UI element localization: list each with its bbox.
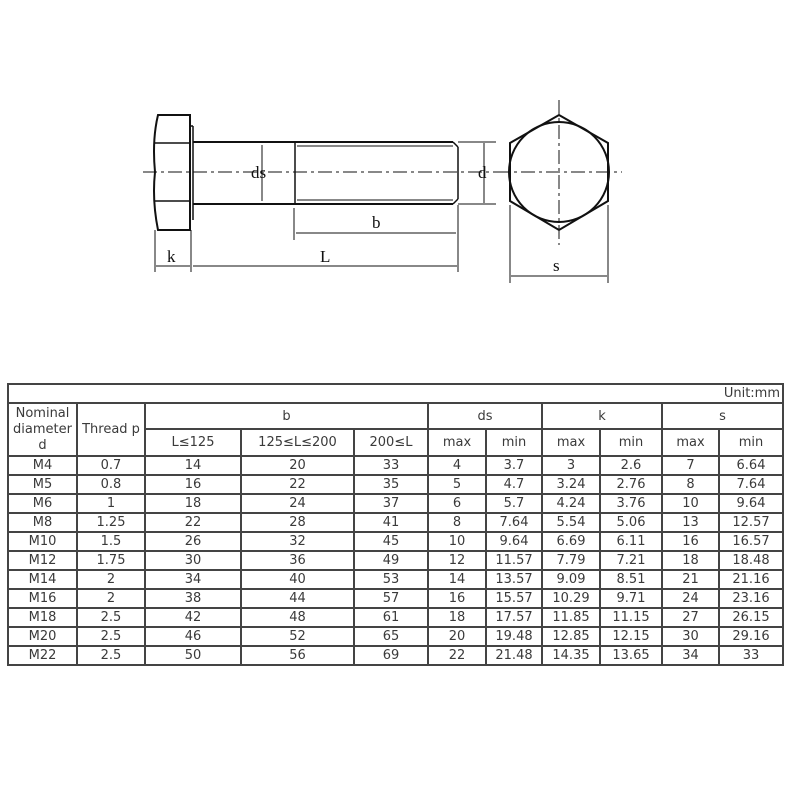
- cell-nominal: M18: [8, 608, 77, 627]
- cell-b-ge200: 41: [354, 513, 428, 532]
- cell-s-max: 16: [662, 532, 719, 551]
- cell-s-min: 12.57: [719, 513, 783, 532]
- table-row: [8, 532, 783, 551]
- cell-thread: 1.5: [77, 532, 145, 551]
- cell-b-le125: 14: [145, 456, 241, 475]
- cell-k-max: 4.24: [542, 494, 600, 513]
- cell-b-125-200: 52: [241, 627, 354, 646]
- header-k-min: min: [600, 429, 662, 456]
- cell-s-max: 27: [662, 608, 719, 627]
- cell-ds-max: 8: [428, 513, 486, 532]
- cell-b-ge200: 65: [354, 627, 428, 646]
- cell-nominal: M8: [8, 513, 77, 532]
- label-L: L: [320, 247, 331, 266]
- cell-b-ge200: 45: [354, 532, 428, 551]
- cell-b-125-200: 44: [241, 589, 354, 608]
- table-row: [8, 627, 783, 646]
- cell-s-min: 33: [719, 646, 783, 665]
- cell-b-le125: 26: [145, 532, 241, 551]
- cell-k-min: 11.15: [600, 608, 662, 627]
- header-nominal-diameter: Nominal diameter d: [8, 403, 77, 456]
- unit-label: Unit:mm: [8, 384, 783, 403]
- cell-b-le125: 30: [145, 551, 241, 570]
- cell-s-min: 29.16: [719, 627, 783, 646]
- cell-thread: 2.5: [77, 608, 145, 627]
- cell-s-max: 18: [662, 551, 719, 570]
- table-row: [8, 456, 783, 475]
- cell-k-max: 6.69: [542, 532, 600, 551]
- cell-b-125-200: 56: [241, 646, 354, 665]
- label-ds: ds: [251, 163, 267, 182]
- cell-thread: 1.25: [77, 513, 145, 532]
- cell-ds-min: 15.57: [486, 589, 542, 608]
- cell-k-min: 3.76: [600, 494, 662, 513]
- header-ds: ds: [428, 403, 542, 429]
- header-b-125-200: 125≤L≤200: [241, 429, 354, 456]
- cell-ds-max: 20: [428, 627, 486, 646]
- cell-ds-min: 4.7: [486, 475, 542, 494]
- header-thread-pitch: Thread p: [77, 403, 145, 456]
- cell-thread: 0.8: [77, 475, 145, 494]
- cell-ds-max: 22: [428, 646, 486, 665]
- cell-thread: 2.5: [77, 627, 145, 646]
- table-body: [8, 456, 783, 665]
- cell-ds-max: 10: [428, 532, 486, 551]
- cell-ds-min: 19.48: [486, 627, 542, 646]
- header-k: k: [542, 403, 662, 429]
- cell-b-ge200: 61: [354, 608, 428, 627]
- cell-b-ge200: 49: [354, 551, 428, 570]
- header-b: b: [145, 403, 428, 429]
- cell-b-le125: 34: [145, 570, 241, 589]
- label-b: b: [372, 213, 381, 232]
- cell-k-max: 5.54: [542, 513, 600, 532]
- table-row: [8, 475, 783, 494]
- table-row: [8, 608, 783, 627]
- cell-s-min: 23.16: [719, 589, 783, 608]
- cell-k-max: 3: [542, 456, 600, 475]
- header-s: s: [662, 403, 783, 429]
- cell-ds-min: 7.64: [486, 513, 542, 532]
- cell-ds-min: 21.48: [486, 646, 542, 665]
- cell-ds-max: 4: [428, 456, 486, 475]
- cell-ds-max: 16: [428, 589, 486, 608]
- header-s-max: max: [662, 429, 719, 456]
- cell-ds-min: 9.64: [486, 532, 542, 551]
- cell-k-max: 14.35: [542, 646, 600, 665]
- table-row: [8, 513, 783, 532]
- cell-s-min: 16.57: [719, 532, 783, 551]
- cell-k-min: 2.6: [600, 456, 662, 475]
- cell-ds-min: 13.57: [486, 570, 542, 589]
- cell-s-max: 24: [662, 589, 719, 608]
- label-d: d: [478, 163, 487, 182]
- cell-b-125-200: 22: [241, 475, 354, 494]
- cell-k-min: 2.76: [600, 475, 662, 494]
- cell-b-125-200: 24: [241, 494, 354, 513]
- cell-nominal: M22: [8, 646, 77, 665]
- cell-b-le125: 42: [145, 608, 241, 627]
- cell-b-le125: 16: [145, 475, 241, 494]
- cell-b-ge200: 33: [354, 456, 428, 475]
- cell-b-ge200: 69: [354, 646, 428, 665]
- table-row: [8, 589, 783, 608]
- cell-s-max: 13: [662, 513, 719, 532]
- cell-ds-min: 5.7: [486, 494, 542, 513]
- cell-b-125-200: 48: [241, 608, 354, 627]
- cell-s-max: 34: [662, 646, 719, 665]
- table-row: [8, 494, 783, 513]
- cell-k-max: 12.85: [542, 627, 600, 646]
- cell-nominal: M14: [8, 570, 77, 589]
- cell-b-ge200: 35: [354, 475, 428, 494]
- cell-s-max: 30: [662, 627, 719, 646]
- cell-s-min: 9.64: [719, 494, 783, 513]
- header-b-ge200: 200≤L: [354, 429, 428, 456]
- cell-ds-max: 14: [428, 570, 486, 589]
- cell-thread: 1: [77, 494, 145, 513]
- cell-nominal: M10: [8, 532, 77, 551]
- cell-s-min: 6.64: [719, 456, 783, 475]
- cell-thread: 0.7: [77, 456, 145, 475]
- cell-k-min: 6.11: [600, 532, 662, 551]
- cell-s-min: 7.64: [719, 475, 783, 494]
- cell-b-le125: 22: [145, 513, 241, 532]
- table-row: [8, 570, 783, 589]
- table-row: [8, 551, 783, 570]
- cell-k-min: 13.65: [600, 646, 662, 665]
- cell-thread: 2: [77, 570, 145, 589]
- cell-s-max: 7: [662, 456, 719, 475]
- label-s: s: [553, 256, 560, 275]
- hex-bolt-drawing: [0, 0, 800, 300]
- cell-b-le125: 50: [145, 646, 241, 665]
- header-ds-max: max: [428, 429, 486, 456]
- cell-s-min: 21.16: [719, 570, 783, 589]
- cell-b-le125: 46: [145, 627, 241, 646]
- cell-s-max: 10: [662, 494, 719, 513]
- cell-nominal: M5: [8, 475, 77, 494]
- cell-k-max: 3.24: [542, 475, 600, 494]
- cell-ds-max: 5: [428, 475, 486, 494]
- cell-nominal: M4: [8, 456, 77, 475]
- cell-k-max: 11.85: [542, 608, 600, 627]
- cell-thread: 2.5: [77, 646, 145, 665]
- cell-k-min: 5.06: [600, 513, 662, 532]
- cell-ds-max: 18: [428, 608, 486, 627]
- cell-k-max: 9.09: [542, 570, 600, 589]
- bolt-dimension-table: [7, 383, 784, 666]
- cell-s-max: 8: [662, 475, 719, 494]
- cell-nominal: M6: [8, 494, 77, 513]
- table-row: [8, 646, 783, 665]
- cell-ds-max: 12: [428, 551, 486, 570]
- cell-ds-min: 3.7: [486, 456, 542, 475]
- cell-nominal: M16: [8, 589, 77, 608]
- cell-s-min: 26.15: [719, 608, 783, 627]
- cell-b-ge200: 37: [354, 494, 428, 513]
- cell-b-125-200: 20: [241, 456, 354, 475]
- cell-b-le125: 38: [145, 589, 241, 608]
- header-s-min: min: [719, 429, 783, 456]
- header-b-le125: L≤125: [145, 429, 241, 456]
- cell-ds-min: 17.57: [486, 608, 542, 627]
- cell-k-min: 9.71: [600, 589, 662, 608]
- header-ds-min: min: [486, 429, 542, 456]
- cell-k-min: 7.21: [600, 551, 662, 570]
- cell-k-max: 10.29: [542, 589, 600, 608]
- cell-s-min: 18.48: [719, 551, 783, 570]
- cell-k-max: 7.79: [542, 551, 600, 570]
- cell-k-min: 12.15: [600, 627, 662, 646]
- cell-k-min: 8.51: [600, 570, 662, 589]
- cell-b-le125: 18: [145, 494, 241, 513]
- cell-nominal: M12: [8, 551, 77, 570]
- cell-b-125-200: 40: [241, 570, 354, 589]
- cell-b-ge200: 57: [354, 589, 428, 608]
- header-k-max: max: [542, 429, 600, 456]
- cell-s-max: 21: [662, 570, 719, 589]
- cell-thread: 1.75: [77, 551, 145, 570]
- cell-b-125-200: 36: [241, 551, 354, 570]
- cell-ds-max: 6: [428, 494, 486, 513]
- cell-b-125-200: 28: [241, 513, 354, 532]
- label-k: k: [167, 247, 176, 266]
- cell-nominal: M20: [8, 627, 77, 646]
- cell-ds-min: 11.57: [486, 551, 542, 570]
- cell-b-125-200: 32: [241, 532, 354, 551]
- cell-b-ge200: 53: [354, 570, 428, 589]
- cell-thread: 2: [77, 589, 145, 608]
